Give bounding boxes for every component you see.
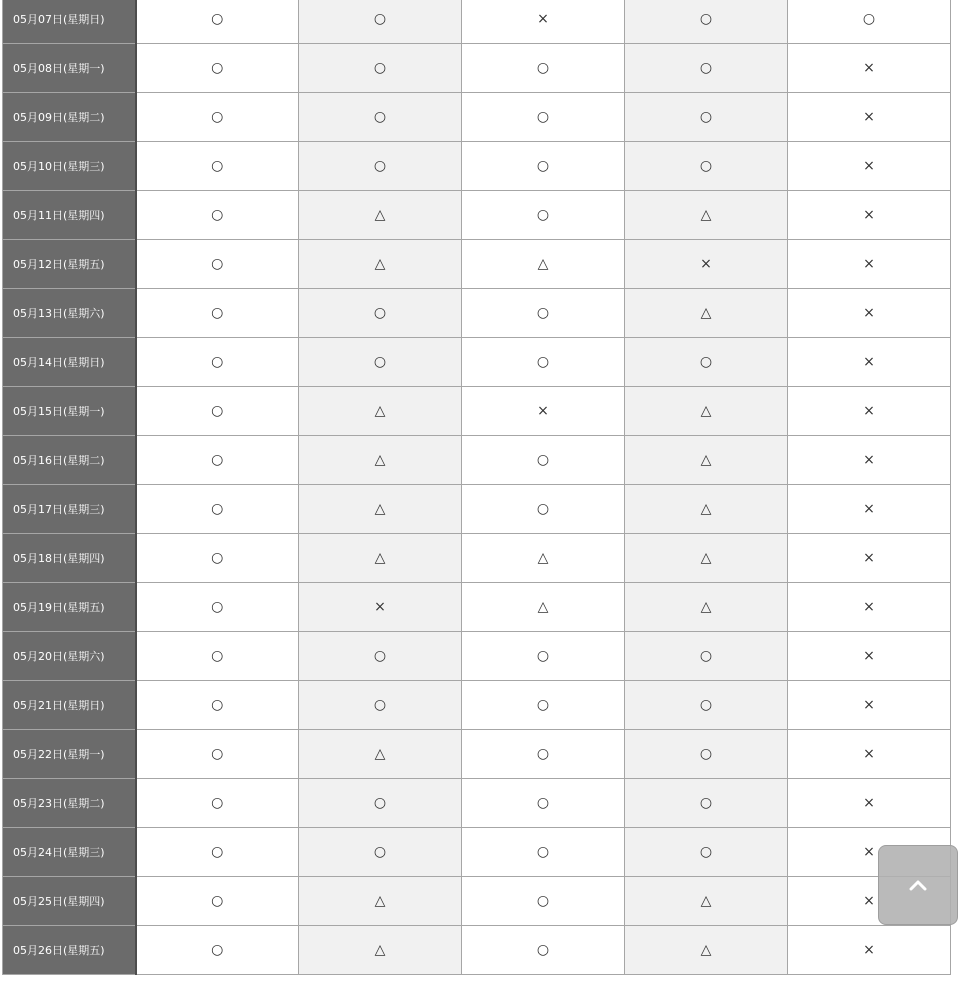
table-row [3,338,951,387]
table-row [3,93,951,142]
date-cell: 05月10日(星期三) [3,142,136,191]
table-row [3,779,951,828]
availability-cell: ○ [625,93,788,142]
availability-cell: ○ [136,926,299,975]
availability-cell: × [788,632,951,681]
availability-cell: ○ [625,681,788,730]
availability-cell: △ [299,387,462,436]
availability-cell: ○ [462,338,625,387]
availability-table-body [3,0,951,975]
table-row [3,681,951,730]
availability-cell: × [625,240,788,289]
availability-cell: × [788,93,951,142]
date-cell: 05月18日(星期四) [3,534,136,583]
availability-cell: ○ [136,387,299,436]
availability-cell: ○ [136,681,299,730]
availability-cell: ○ [299,44,462,93]
availability-cell: ○ [462,632,625,681]
date-cell: 05月16日(星期二) [3,436,136,485]
availability-cell: ○ [788,0,951,44]
date-cell: 05月07日(星期日) [3,0,136,44]
date-cell: 05月19日(星期五) [3,583,136,632]
availability-cell: ○ [299,338,462,387]
availability-cell: ○ [625,828,788,877]
availability-cell: ○ [625,632,788,681]
availability-cell: ○ [299,289,462,338]
availability-cell: ○ [625,730,788,779]
availability-cell: ○ [299,0,462,44]
availability-cell: ○ [136,485,299,534]
date-cell: 05月12日(星期五) [3,240,136,289]
availability-cell: × [299,583,462,632]
availability-cell: × [788,387,951,436]
availability-cell: ○ [299,779,462,828]
availability-cell: △ [625,926,788,975]
availability-cell: × [788,583,951,632]
availability-cell: △ [625,289,788,338]
availability-cell: ○ [136,240,299,289]
availability-cell: △ [625,877,788,926]
availability-cell: ○ [625,779,788,828]
availability-cell: ○ [625,338,788,387]
availability-cell: × [788,142,951,191]
availability-cell: ○ [136,828,299,877]
table-row [3,730,951,779]
availability-cell: △ [299,191,462,240]
availability-cell: ○ [299,632,462,681]
chevron-up-icon [908,878,928,892]
table-row [3,583,951,632]
availability-cell: △ [625,387,788,436]
table-row [3,436,951,485]
availability-cell: △ [625,436,788,485]
availability-table [2,0,951,975]
availability-cell: ○ [299,93,462,142]
availability-cell: ○ [136,436,299,485]
availability-cell: ○ [462,142,625,191]
availability-cell: ○ [625,142,788,191]
table-row [3,828,951,877]
table-row [3,142,951,191]
date-cell: 05月11日(星期四) [3,191,136,240]
availability-cell: △ [299,877,462,926]
availability-cell: ○ [136,93,299,142]
table-row [3,0,951,44]
table-row [3,44,951,93]
availability-cell: × [788,828,951,877]
availability-cell: △ [462,583,625,632]
availability-cell: ○ [625,44,788,93]
availability-cell: × [788,877,951,926]
availability-cell: × [788,485,951,534]
availability-cell: ○ [462,730,625,779]
date-cell: 05月24日(星期三) [3,828,136,877]
availability-cell: ○ [462,926,625,975]
availability-cell: ○ [299,681,462,730]
availability-cell: △ [462,534,625,583]
table-row [3,534,951,583]
availability-cell: ○ [462,436,625,485]
availability-cell: ○ [462,681,625,730]
availability-cell: ○ [462,779,625,828]
availability-cell: ○ [462,485,625,534]
date-cell: 05月22日(星期一) [3,730,136,779]
availability-cell: ○ [136,338,299,387]
table-row [3,191,951,240]
date-cell: 05月20日(星期六) [3,632,136,681]
table-row [3,926,951,975]
table-row [3,877,951,926]
availability-cell: △ [625,485,788,534]
table-row [3,632,951,681]
availability-cell: ○ [136,534,299,583]
date-cell: 05月23日(星期二) [3,779,136,828]
date-cell: 05月09日(星期二) [3,93,136,142]
availability-cell: ○ [462,93,625,142]
availability-cell: ○ [625,0,788,44]
availability-cell: ○ [136,0,299,44]
availability-cell: ○ [136,877,299,926]
availability-cell: ○ [136,730,299,779]
availability-cell: × [462,0,625,44]
availability-cell: × [788,779,951,828]
availability-cell: × [788,240,951,289]
availability-cell: ○ [462,289,625,338]
availability-cell: × [788,926,951,975]
table-row [3,387,951,436]
availability-cell: ○ [299,828,462,877]
availability-cell: △ [625,191,788,240]
availability-cell: ○ [462,828,625,877]
availability-cell: △ [625,583,788,632]
availability-cell: ○ [136,142,299,191]
availability-cell: △ [299,534,462,583]
availability-cell: ○ [136,779,299,828]
availability-cell: × [788,534,951,583]
availability-cell: △ [299,730,462,779]
table-row [3,240,951,289]
availability-cell: △ [299,485,462,534]
availability-cell: × [788,681,951,730]
date-cell: 05月15日(星期一) [3,387,136,436]
availability-cell: ○ [136,632,299,681]
availability-cell: △ [299,436,462,485]
availability-cell: △ [299,240,462,289]
date-cell: 05月13日(星期六) [3,289,136,338]
availability-cell: ○ [136,191,299,240]
availability-cell: ○ [462,44,625,93]
availability-cell: △ [462,240,625,289]
availability-cell: △ [299,926,462,975]
availability-cell: × [788,730,951,779]
availability-cell: ○ [136,289,299,338]
availability-cell: ○ [462,877,625,926]
table-row [3,289,951,338]
date-cell: 05月17日(星期三) [3,485,136,534]
availability-cell: × [788,44,951,93]
date-cell: 05月08日(星期一) [3,44,136,93]
availability-cell: × [462,387,625,436]
availability-cell: × [788,338,951,387]
availability-cell: ○ [136,44,299,93]
date-cell: 05月14日(星期日) [3,338,136,387]
availability-cell: ○ [299,142,462,191]
availability-cell: △ [625,534,788,583]
availability-cell: × [788,191,951,240]
date-cell: 05月25日(星期四) [3,877,136,926]
availability-cell: ○ [462,191,625,240]
availability-cell: × [788,289,951,338]
date-cell: 05月26日(星期五) [3,926,136,975]
availability-cell: ○ [136,583,299,632]
back-to-top-button[interactable] [878,845,958,925]
date-cell: 05月21日(星期日) [3,681,136,730]
table-row [3,485,951,534]
availability-cell: × [788,436,951,485]
